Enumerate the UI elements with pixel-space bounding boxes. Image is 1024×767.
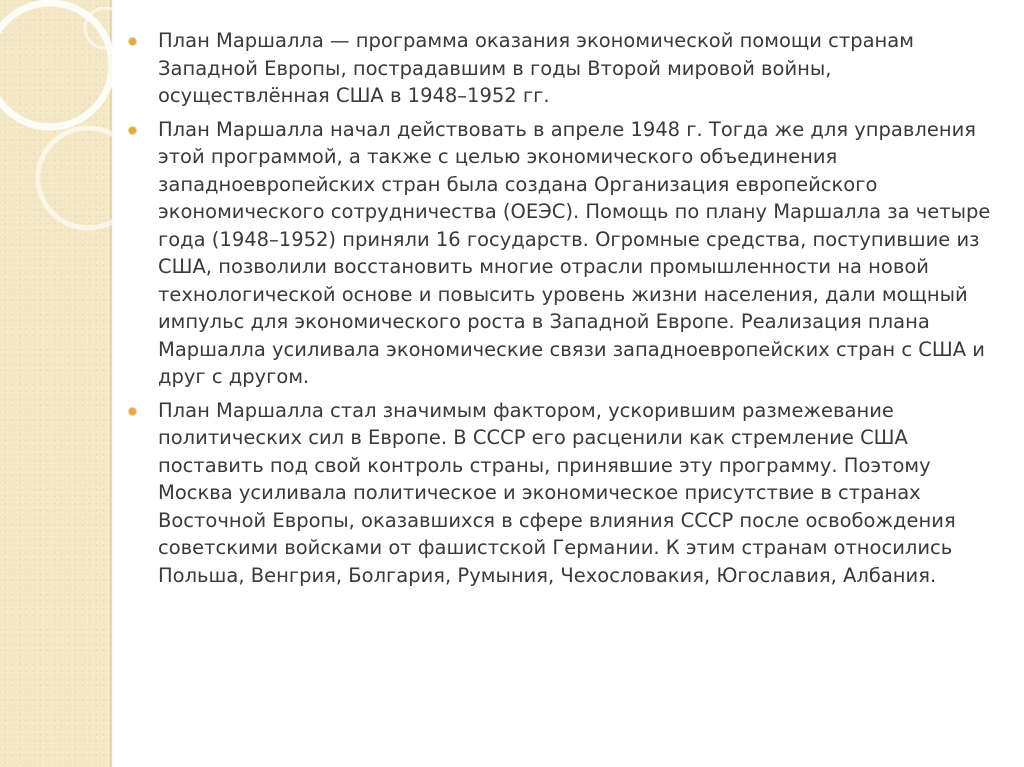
slide-content [118,27,998,595]
bullet-text: План Маршалла — программа оказания экономической помощи странам Западной Европы, пострадавшим в годы Второй мировой войны, осуществлённая США в 1948–1952 гг. [158,29,914,107]
bullet-dot-icon [129,127,136,134]
bullet-text: План Маршалла начал действовать в апреле 1948 г. Тогда же для управления этой программой, а также с целью экономического объединения западноевропейских стран была создана Организация европейского экономического сотрудничества (ОЕЭС). Помощь по плану Маршалла за четыре года (1948–1952) приняли 16 государств. Огромные средства, поступившие из США, позволили восстановить многие отрасли промышленности на новой технологической основе и повысить уровень жизни населения, дали мощный импульс для экономического роста в Западной Европе. Реализация плана Маршалла усиливала экономические связи западноевропейских стран с США и друг с другом. [158,117,991,388]
bullet-list [118,27,998,589]
bullet-text: План Маршалла стал значимым фактором, ускорившим размежевание политических сил в Европе. В СССР его расценили как стремление США поставить под свой контроль страны, принявшие эту программу. Поэтому Москва усиливала политическое и экономическое присутствие в странах Восточной Европы, оказавшихся в сфере влияния СССР после освобождения советскими войсками от фашистской Германии. К этим странам относились Польша, Венгрия, Болгария, Румыния, Чехословакия, Югославия, Албания. [158,398,956,587]
decorative-circle-large [0,3,112,127]
bullet-item-marshall-plan-consequences [118,397,998,590]
bullet-dot-icon [129,408,136,415]
bullet-item-marshall-plan-definition [118,27,998,110]
bullet-item-marshall-plan-start [118,116,998,391]
bullet-dot-icon [129,38,136,45]
